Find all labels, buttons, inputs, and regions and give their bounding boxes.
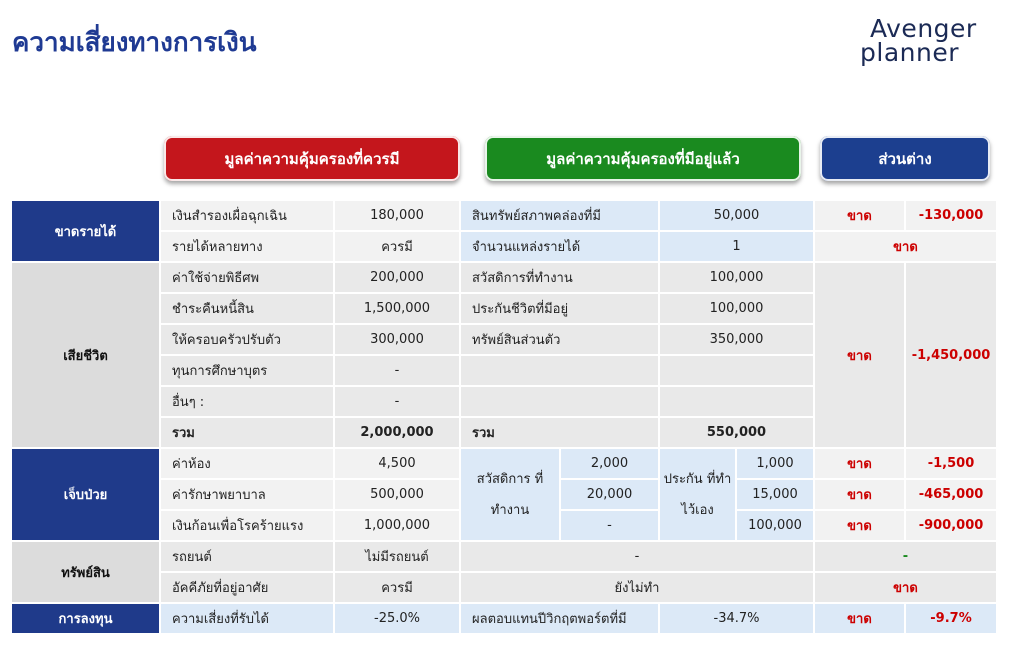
- needed-coverage-header: มูลค่าความคุ้มครองที่ควรมี: [164, 136, 460, 181]
- self-value: 15,000: [737, 480, 815, 511]
- category-income: ขาดรายได้: [12, 201, 161, 263]
- need-label: ความเสี่ยงที่รับได้: [161, 604, 335, 635]
- status-badge: ขาด: [815, 449, 906, 480]
- welfare-value: -: [561, 511, 660, 542]
- category-illness: เจ็บป่วย: [12, 449, 161, 542]
- need-label: ค่าห้อง: [161, 449, 335, 480]
- diff-value: -130,000: [906, 201, 998, 232]
- need-label: อื่นๆ :: [161, 387, 335, 418]
- status-badge: ขาด: [815, 232, 998, 263]
- self-value: 1,000: [737, 449, 815, 480]
- diff-value: -465,000: [906, 480, 998, 511]
- have-label: สินทรัพย์สภาพคล่องที่มี: [461, 201, 660, 232]
- have-label: ประกันชีวิตที่มีอยู่: [461, 294, 660, 325]
- need-label: ให้ครอบครัวปรับตัว: [161, 325, 335, 356]
- self-value: 100,000: [737, 511, 815, 542]
- have-value: -: [461, 542, 815, 573]
- avenger-planner-logo: [860, 14, 1000, 70]
- status-badge: -: [815, 542, 998, 573]
- empty-cell: [461, 356, 660, 387]
- have-value: 100,000: [660, 263, 815, 294]
- need-label: รายได้หลายทาง: [161, 232, 335, 263]
- diff-value: -9.7%: [906, 604, 998, 635]
- need-value: ไม่มีรถยนต์: [335, 542, 461, 573]
- need-label: อัคคีภัยที่อยู่อาศัย: [161, 573, 335, 604]
- need-label: เงินก้อนเพื่อโรคร้ายแรง: [161, 511, 335, 542]
- welfare-value: 20,000: [561, 480, 660, 511]
- need-value: 200,000: [335, 263, 461, 294]
- difference-header: ส่วนต่าง: [820, 136, 990, 181]
- total-have-label: รวม: [461, 418, 660, 449]
- welfare-label: สวัสดิการ ที่ทำงาน: [461, 449, 561, 542]
- need-value: 1,500,000: [335, 294, 461, 325]
- logo-line2: planner: [860, 38, 959, 67]
- need-value: ควรมี: [335, 573, 461, 604]
- status-badge: ขาด: [815, 604, 906, 635]
- have-value: -34.7%: [660, 604, 815, 635]
- have-label: สวัสดิการที่ทำงาน: [461, 263, 660, 294]
- category-investment: การลงทุน: [12, 604, 161, 635]
- need-label: รถยนต์: [161, 542, 335, 573]
- empty-cell: [660, 387, 815, 418]
- need-label: เงินสำรองเผื่อฉุกเฉิน: [161, 201, 335, 232]
- total-label: รวม: [161, 418, 335, 449]
- self-insurance-label: ประกัน ที่ทำไว้เอง: [660, 449, 737, 542]
- empty-cell: [660, 356, 815, 387]
- need-label: ทุนการศึกษาบุตร: [161, 356, 335, 387]
- category-death: เสียชีวิต: [12, 263, 161, 449]
- have-value: 100,000: [660, 294, 815, 325]
- need-value: -: [335, 387, 461, 418]
- need-label: ชำระคืนหนี้สิน: [161, 294, 335, 325]
- diff-value: -1,450,000: [906, 263, 998, 449]
- status-badge: ขาด: [815, 511, 906, 542]
- existing-coverage-header: มูลค่าความคุ้มครองที่มีอยู่แล้ว: [485, 136, 801, 181]
- need-value: 300,000: [335, 325, 461, 356]
- category-assets: ทรัพย์สิน: [12, 542, 161, 604]
- status-badge: ขาด: [815, 263, 906, 449]
- total-have-value: 550,000: [660, 418, 815, 449]
- need-value: 1,000,000: [335, 511, 461, 542]
- have-label: ทรัพย์สินส่วนตัว: [461, 325, 660, 356]
- risk-table: [12, 201, 998, 635]
- empty-cell: [461, 387, 660, 418]
- have-label: ผลตอบแทนปีวิกฤตพอร์ตที่มี: [461, 604, 660, 635]
- need-value: -25.0%: [335, 604, 461, 635]
- need-label: ค่าใช้จ่ายพิธีศพ: [161, 263, 335, 294]
- need-value: ควรมี: [335, 232, 461, 263]
- status-badge: ขาด: [815, 480, 906, 511]
- need-value: 180,000: [335, 201, 461, 232]
- have-value: 350,000: [660, 325, 815, 356]
- logo-line1: Avenger: [870, 14, 977, 43]
- have-value: ยังไม่ทำ: [461, 573, 815, 604]
- have-label: จำนวนแหล่งรายได้: [461, 232, 660, 263]
- total-need-value: 2,000,000: [335, 418, 461, 449]
- diff-value: -900,000: [906, 511, 998, 542]
- diff-value: -1,500: [906, 449, 998, 480]
- status-badge: ขาด: [815, 201, 906, 232]
- welfare-value: 2,000: [561, 449, 660, 480]
- have-value: 1: [660, 232, 815, 263]
- need-label: ค่ารักษาพยาบาล: [161, 480, 335, 511]
- status-badge: ขาด: [815, 573, 998, 604]
- have-value: 50,000: [660, 201, 815, 232]
- need-value: 4,500: [335, 449, 461, 480]
- need-value: 500,000: [335, 480, 461, 511]
- need-value: -: [335, 356, 461, 387]
- page-title: ความเสี่ยงทางการเงิน: [12, 28, 257, 58]
